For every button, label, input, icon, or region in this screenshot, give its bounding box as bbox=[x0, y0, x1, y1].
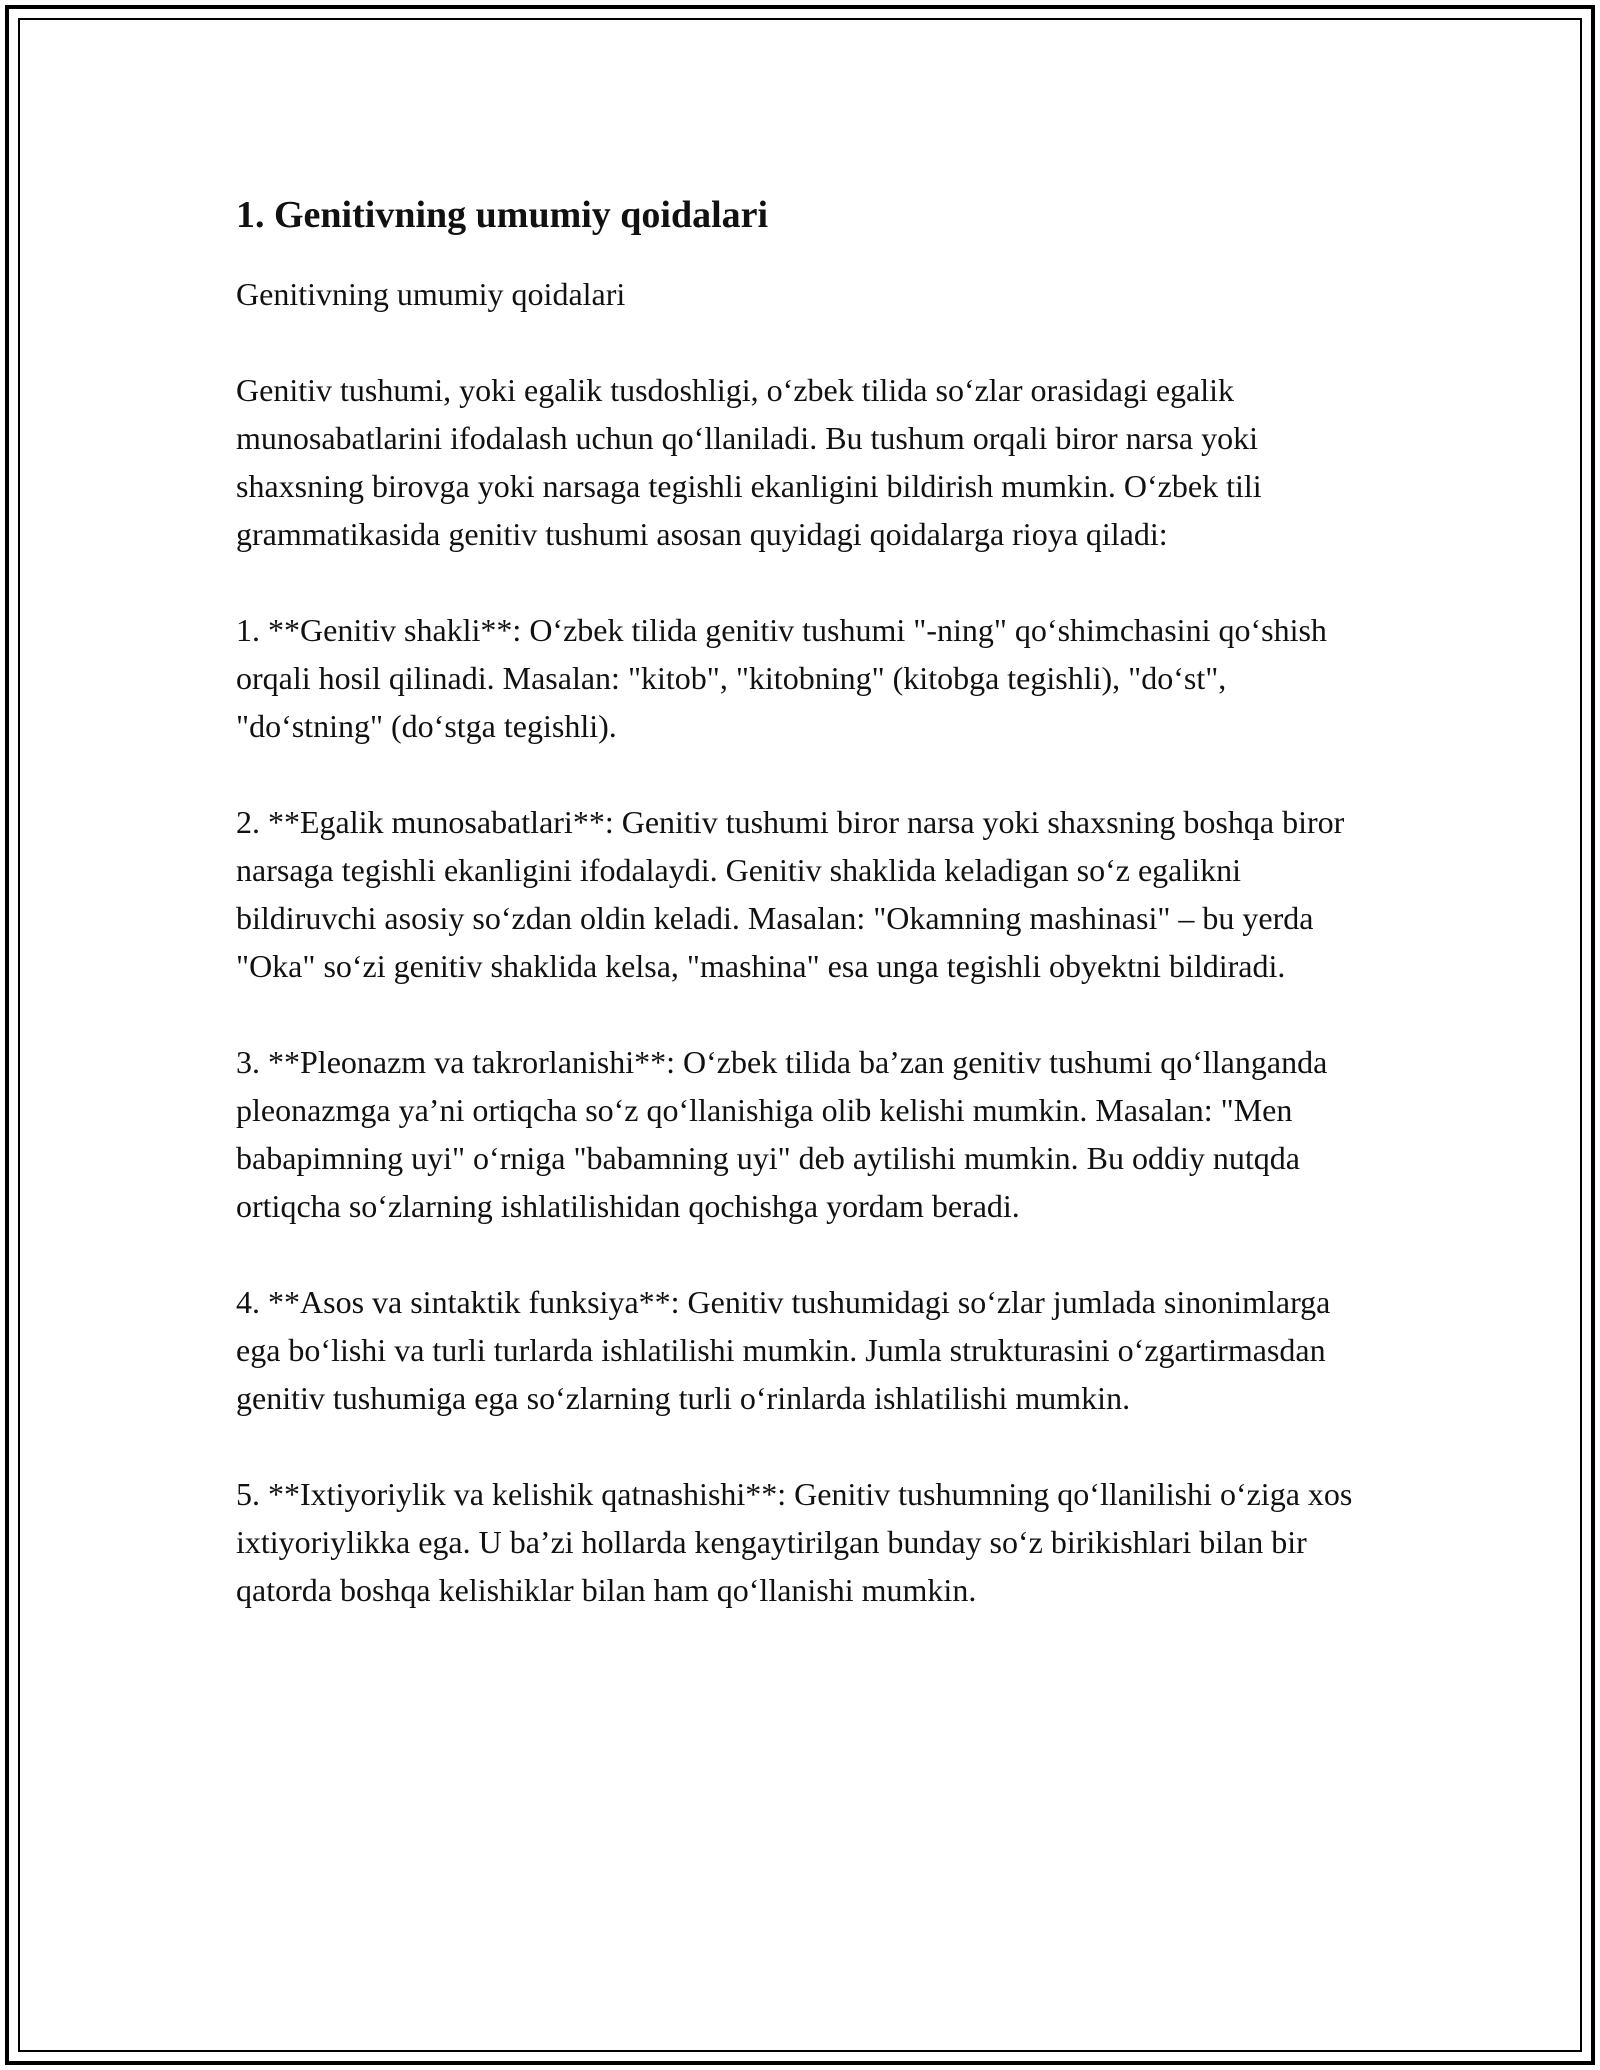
rule-paragraph-5: 5. **Ixtiyoriylik va kelishik qatnashishi**: Genitiv tushumning qo‘llanilishi o‘ziga xos ixtiyoriylikka ega. U ba’zi hollarda kengaytirilgan bunday so‘z birikishlari bilan bir qatorda boshqa kelishiklar bilan ham qo‘llanishi mumkin. bbox=[236, 1476, 1353, 1608]
page-subtitle: Genitivning umumiy qoidalari bbox=[236, 276, 626, 312]
document-body bbox=[236, 190, 1366, 1662]
rule-paragraph-4: 4. **Asos va sintaktik funksiya**: Genitiv tushumidagi so‘zlar jumlada sinonimlarga ega bo‘lishi va turli turlarda ishlatilishi mumkin. Jumla strukturasini o‘zgartirmasdan genitiv tushumiga ega so‘zlarning turli o‘rinlarda ishlatilishi mumkin. bbox=[236, 1284, 1331, 1416]
rule-paragraph-3: 3. **Pleonazm va takrorlanishi**: O‘zbek tilida ba’zan genitiv tushumi qo‘llanganda pleonazmga ya’ni ortiqcha so‘z qo‘llanishiga olib kelishi mumkin. Masalan: "Men babapimning uyi" o‘rniga "babamning uyi" deb aytilishi mumkin. Bu oddiy nutqda ortiqcha so‘zlarning ishlatilishidan qochishga yordam beradi. bbox=[236, 1044, 1328, 1224]
page-title: 1. Genitivning umumiy qoidalari bbox=[236, 194, 769, 236]
rule-paragraph-1: 1. **Genitiv shakli**: O‘zbek tilida genitiv tushumi "-ning" qo‘shimchasini qo‘shish orqali hosil qilinadi. Masalan: "kitob", "kitobning" (kitobga tegishli), "do‘st", "do‘stning" (do‘stga tegishli). bbox=[236, 612, 1327, 744]
intro-paragraph: Genitiv tushumi, yoki egalik tusdoshligi, o‘zbek tilida so‘zlar orasidagi egalik munosabatlarini ifodalash uchun qo‘llaniladi. Bu tushum orqali biror narsa yoki shaxsning birovga yoki narsaga tegishli ekanligini bildirish mumkin. O‘zbek tili grammatikasida genitiv tushumi asosan quyidagi qoidalarga rioya qiladi: bbox=[236, 372, 1262, 552]
rule-paragraph-2: 2. **Egalik munosabatlari**: Genitiv tushumi biror narsa yoki shaxsning boshqa biror narsaga tegishli ekanligini ifodalaydi. Genitiv shaklida keladigan so‘z egalikni bildiruvchi asosiy so‘zdan oldin keladi. Masalan: "Okamning mashinasi" – bu yerda "Oka" so‘zi genitiv shaklida kelsa, "mashina" esa unga tegishli obyektni bildiradi. bbox=[236, 804, 1345, 984]
